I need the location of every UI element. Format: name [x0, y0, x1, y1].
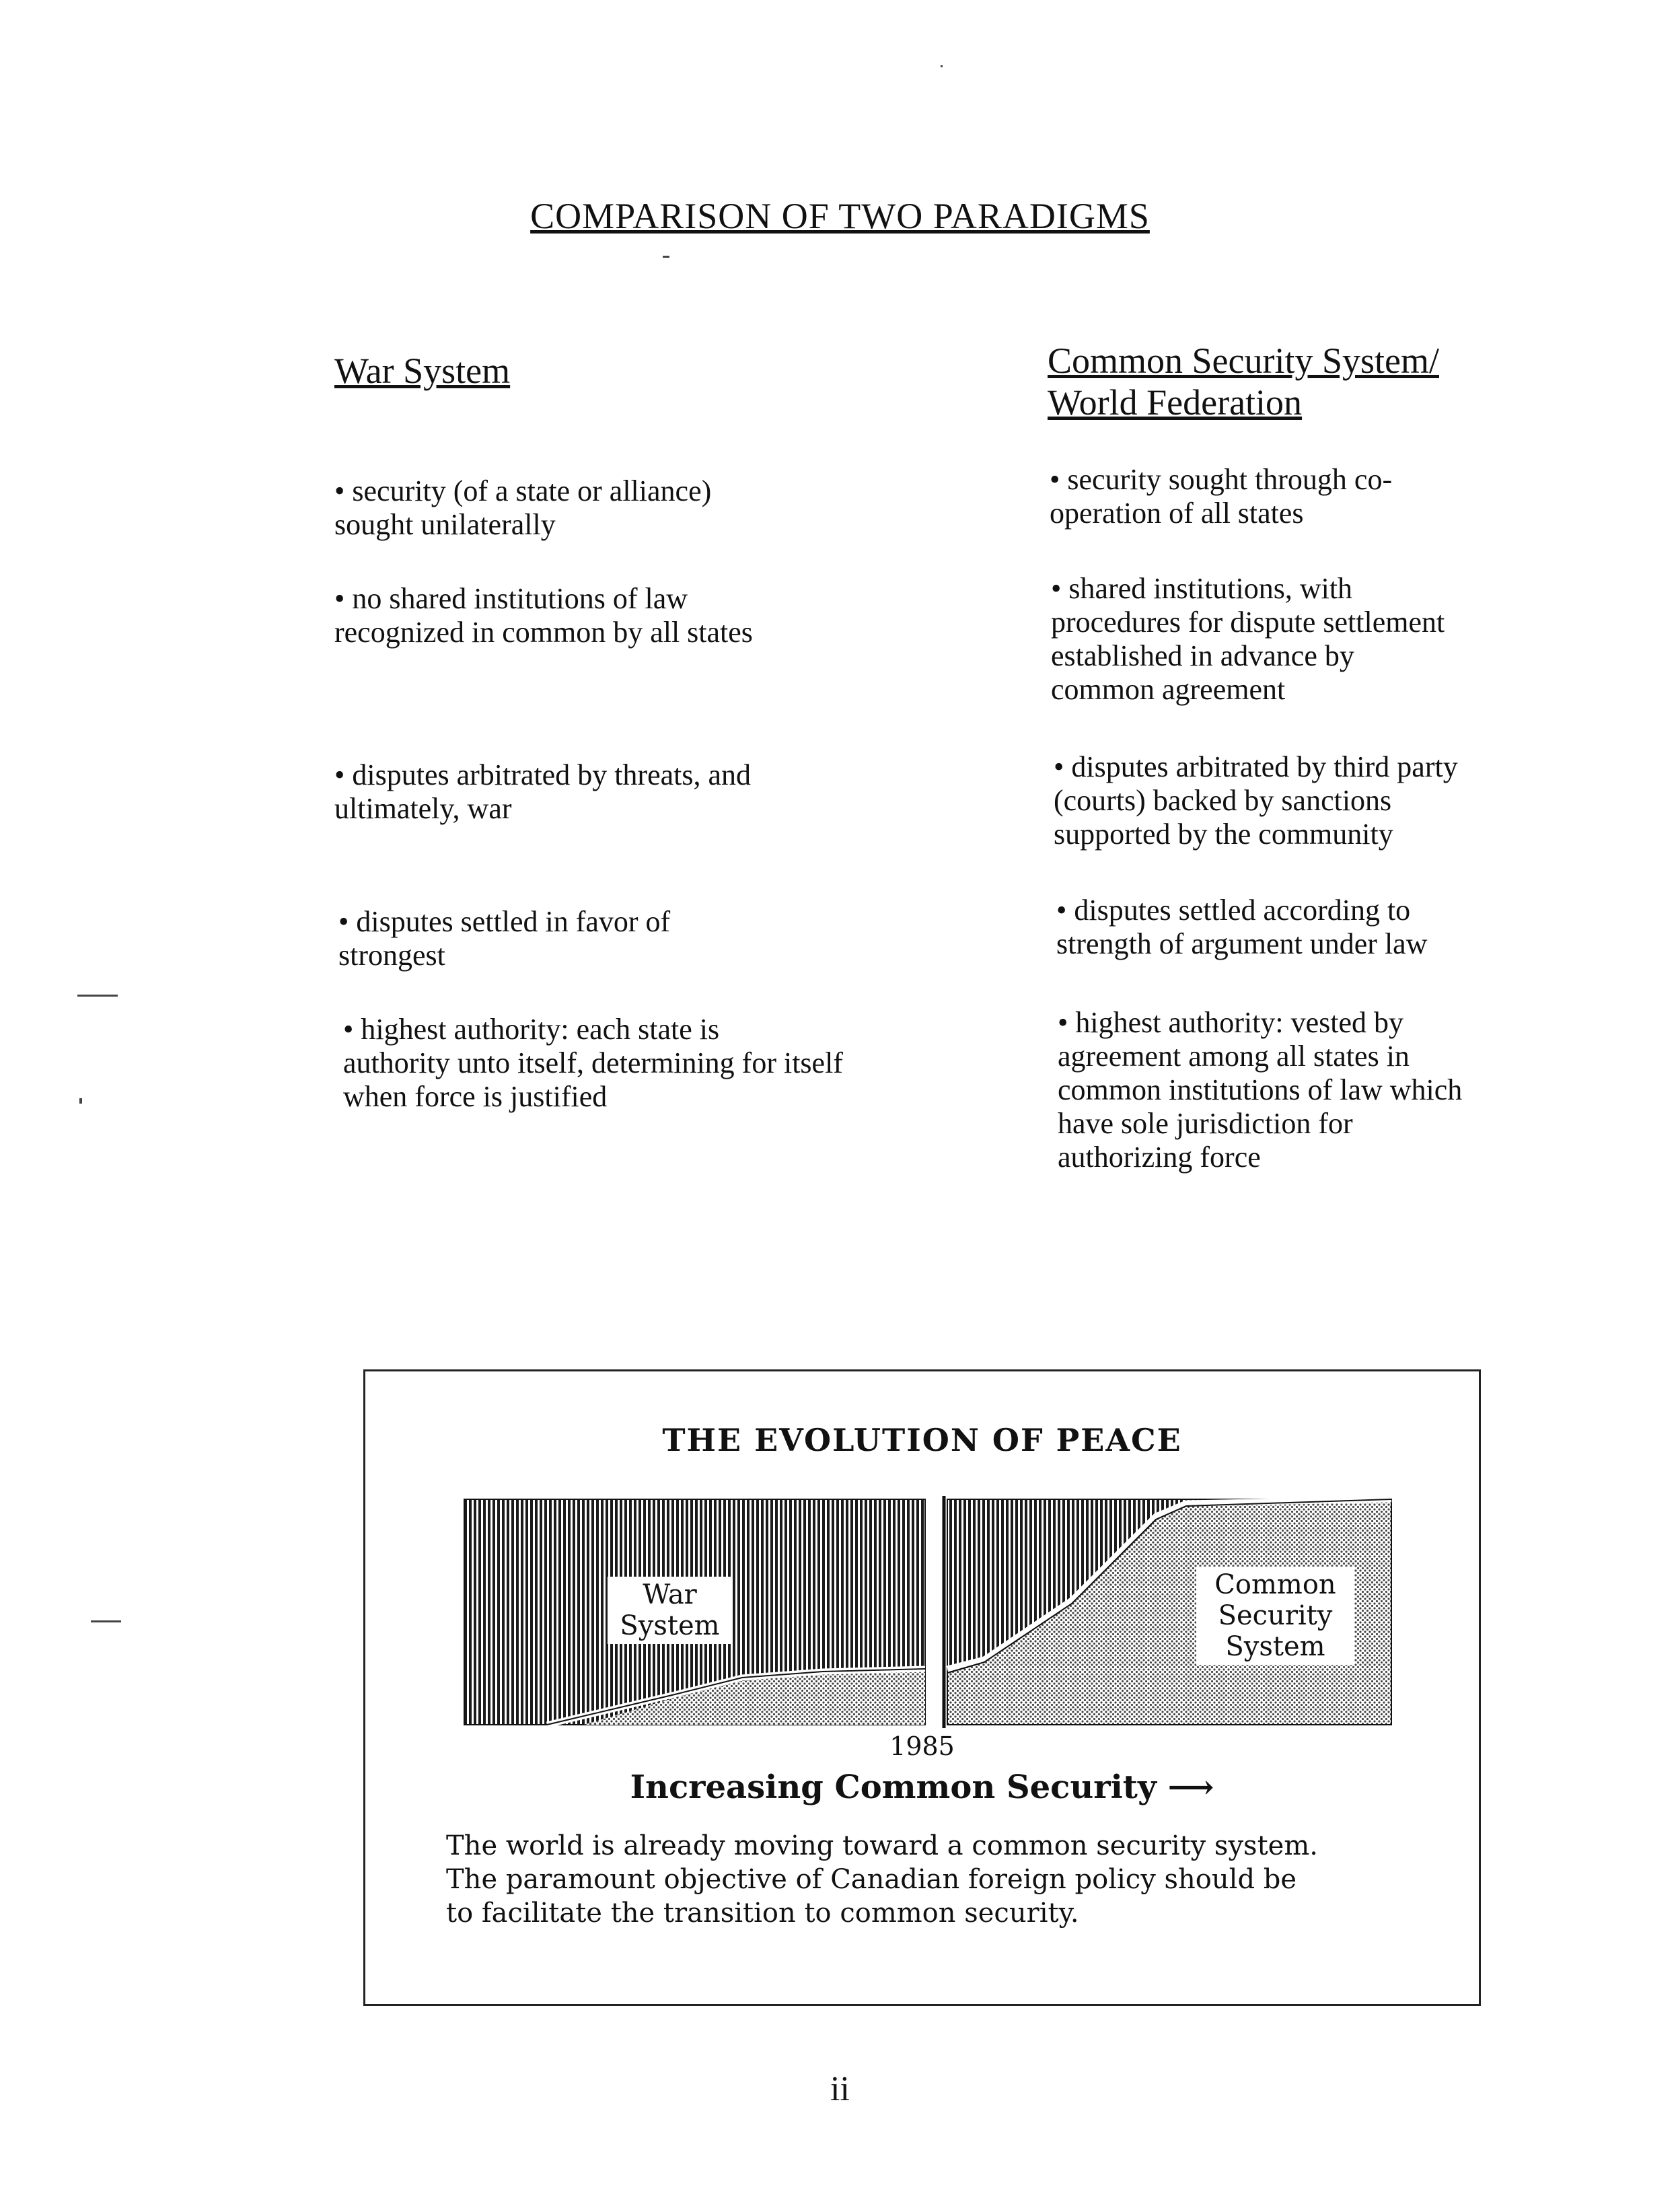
scan-mark	[91, 1620, 121, 1622]
war-item-2	[334, 582, 753, 649]
figure-caption	[446, 1829, 1455, 1930]
war-item-5-line-3: when force is justified	[343, 1080, 608, 1113]
scan-mark	[941, 65, 943, 67]
war-item-4	[338, 905, 670, 972]
year-label: 1985	[889, 1731, 955, 1761]
war-item-3	[334, 758, 751, 826]
common-item-3	[1054, 750, 1458, 851]
common-item-3-line-3: supported by the community	[1054, 818, 1393, 851]
caption-line-1: The world is already moving toward a common security system.	[446, 1830, 1318, 1861]
war-item-1	[334, 474, 711, 542]
common-item-5	[1058, 1006, 1462, 1174]
common-item-2-line-2: procedures for dispute settlement	[1051, 606, 1445, 639]
war-system-label-line-1: War	[643, 1579, 697, 1610]
common-security-system-label	[1196, 1567, 1354, 1665]
war-item-4-line-1: • disputes settled in favor of	[338, 905, 671, 938]
common-security-system-label-line-1: Common	[1214, 1569, 1336, 1600]
common-item-2	[1051, 572, 1445, 707]
common-item-1-line-2: operation of all states	[1050, 497, 1304, 530]
common-security-system-label-line-3: System	[1225, 1631, 1325, 1662]
war-item-2-line-2: recognized in common by all states	[334, 616, 753, 649]
war-item-4-line-2: strongest	[338, 939, 445, 972]
scan-mark	[77, 995, 118, 997]
common-item-5-line-2: agreement among all states in	[1058, 1040, 1410, 1073]
common-item-2-line-4: common agreement	[1051, 673, 1286, 706]
war-system-label	[608, 1577, 732, 1644]
common-item-5-line-3: common institutions of law which	[1058, 1073, 1463, 1106]
caption-line-2: The paramount objective of Canadian foreign policy should be	[446, 1864, 1297, 1895]
page-number: ii	[830, 2070, 850, 2108]
war-item-5	[343, 1013, 843, 1114]
scan-mark	[663, 256, 669, 258]
war-item-5-line-1: • highest authority: each state is	[343, 1013, 720, 1046]
common-item-3-line-2: (courts) backed by sanctions	[1054, 784, 1392, 817]
caption-line-3: to facilitate the transition to common security.	[446, 1898, 1079, 1929]
war-item-1-line-2: sought unilaterally	[334, 508, 556, 541]
common-item-5-line-5: authorizing force	[1058, 1141, 1261, 1174]
war-item-1-line-1: • security (of a state or alliance)	[334, 474, 712, 507]
common-security-heading-line-1: Common Security System/	[1048, 341, 1440, 381]
common-item-4	[1056, 894, 1427, 961]
common-item-2-line-3: established in advance by	[1051, 639, 1354, 672]
common-security-heading-line-2: World Federation	[1048, 382, 1303, 423]
evolution-of-peace-figure	[363, 1369, 1481, 2006]
common-item-2-line-1: • shared institutions, with	[1051, 572, 1353, 605]
war-item-3-line-2: ultimately, war	[334, 792, 512, 825]
war-item-2-line-1: • no shared institutions of law	[334, 582, 688, 615]
common-item-5-line-4: have sole jurisdiction for	[1058, 1107, 1353, 1140]
evolution-diagram	[365, 1371, 1479, 1735]
common-security-heading	[1048, 340, 1439, 423]
scan-mark	[79, 1098, 82, 1104]
common-item-1-line-1: • security sought through co-	[1050, 463, 1393, 496]
war-item-3-line-1: • disputes arbitrated by threats, and	[334, 758, 752, 791]
common-item-4-line-2: strength of argument under law	[1056, 927, 1428, 960]
page-title: COMPARISON OF TWO PARADIGMS	[530, 196, 1150, 236]
increasing-common-security-label: Increasing Common Security ⟶	[630, 1768, 1214, 1806]
common-item-3-line-1: • disputes arbitrated by third party	[1054, 750, 1458, 783]
war-item-5-line-2: authority unto itself, determining for itself	[343, 1046, 843, 1079]
war-system-label-line-2: System	[620, 1610, 720, 1641]
common-item-4-line-1: • disputes settled according to	[1056, 894, 1411, 927]
figure-title: THE EVOLUTION OF PEACE	[662, 1422, 1182, 1458]
common-security-system-label-line-2: Security	[1218, 1600, 1333, 1631]
war-system-heading: War System	[334, 351, 511, 391]
common-item-1	[1050, 463, 1392, 530]
common-item-5-line-1: • highest authority: vested by	[1058, 1006, 1403, 1039]
